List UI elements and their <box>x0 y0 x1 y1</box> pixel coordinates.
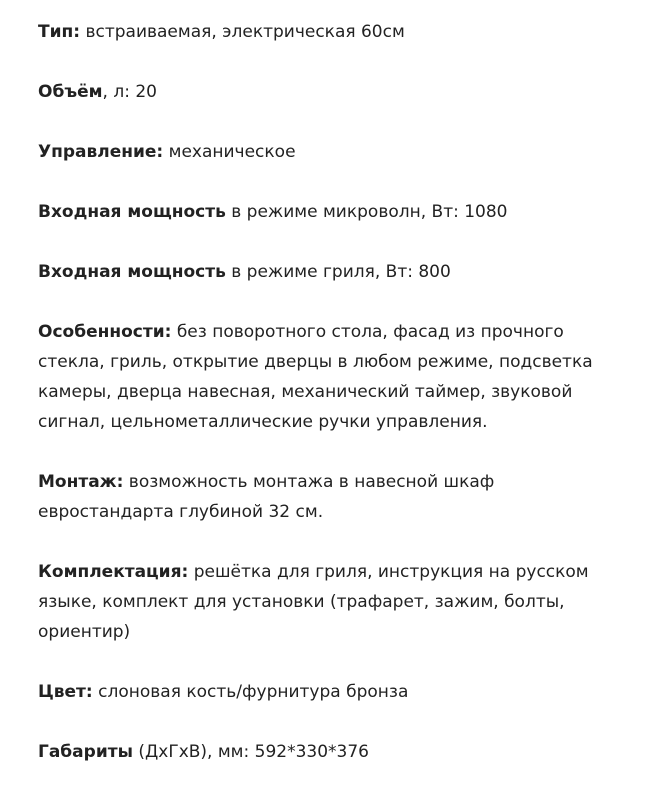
spec-label: Особенности: <box>38 322 172 342</box>
spec-label-rest: (ДхГхВ), мм: <box>132 742 250 762</box>
spec-mounting <box>38 467 628 527</box>
spec-package <box>38 557 628 647</box>
spec-value: слоновая кость/фурнитура бронза <box>92 682 409 702</box>
spec-value: 1080 <box>458 202 508 222</box>
spec-list <box>38 17 628 797</box>
spec-microwave-power <box>38 197 628 227</box>
spec-grill-power <box>38 257 628 287</box>
spec-label: Входная мощность <box>38 202 226 222</box>
spec-label-rest: в режиме гриля, Вт: <box>225 262 413 282</box>
spec-value: 20 <box>129 82 157 102</box>
spec-label: Входная мощность <box>38 262 226 282</box>
spec-features <box>38 317 628 437</box>
spec-color <box>38 677 628 707</box>
spec-label: Габариты <box>38 742 133 762</box>
spec-label: Цвет: <box>38 682 93 702</box>
spec-control <box>38 137 628 167</box>
spec-value: механическое <box>163 142 296 162</box>
spec-type <box>38 17 628 47</box>
spec-value: встраиваемая, электрическая 60см <box>80 22 405 42</box>
spec-label: Комплектация: <box>38 562 189 582</box>
spec-volume <box>38 77 628 107</box>
spec-value: возможность монтажа в навесной шкаф евростандарта глубиной 32 см. <box>38 472 495 522</box>
spec-label-rest: в режиме микроволн, Вт: <box>225 202 459 222</box>
spec-value: без поворотного стола, фасад из прочного стекла, гриль, открытие дверцы в любом режиме, подсветка камеры, дверца навесная, механический таймер, звуковой сигнал, цельнометаллические ручки управления. <box>38 322 593 432</box>
spec-label: Управление: <box>38 142 164 162</box>
spec-label-rest: , л: <box>102 82 130 102</box>
spec-value: 592*330*376 <box>249 742 369 762</box>
spec-value: 800 <box>412 262 451 282</box>
spec-label: Тип: <box>38 22 81 42</box>
spec-value: решётка для гриля, инструкция на русском языке, комплект для установки (трафарет, зажим, болты, ориентир) <box>38 562 589 642</box>
spec-dimensions <box>38 737 628 767</box>
spec-label: Объём <box>38 82 103 102</box>
spec-label: Монтаж: <box>38 472 124 492</box>
